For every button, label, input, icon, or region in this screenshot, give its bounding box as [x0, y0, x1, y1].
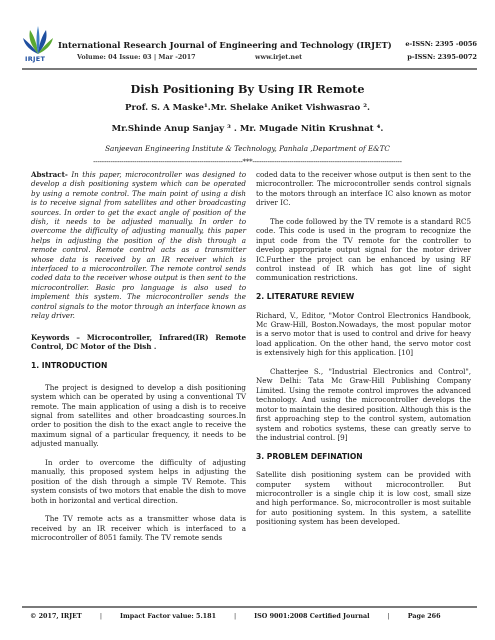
footer-separator: | — [387, 612, 390, 620]
footer-impact-factor: Impact Factor value: 5.181 — [119, 612, 217, 620]
page-footer — [30, 612, 475, 620]
abstract-text: In this paper, microcontroller was designed to develop a dish positioning system which can be operated by using a remote control. The main point of using a dish is to receive signal from satellites and other broadcasting sources. In order to get the exact angle of position of the dish, it needs to be adjusted manually. In order to overcome the difficulty of adjusting manually, this paper helps in adjusting the position of the dish through a remote control. Remote control acts as a transmitter whose data is received by an IR receiver which is interfaced to a microcontroller. The remote control sends coded data to the receiver whose output is then sent to the microcontroller. Basic pro language is also used to implement this system. The microcontroller sends the control signals to the motor through an interface known as relay driver. — [31, 170, 246, 321]
footer-copyright: © 2017, IRJET — [30, 612, 82, 620]
section-heading-introduction: 1. INTRODUCTION — [31, 361, 108, 371]
leaf-icon — [22, 26, 54, 56]
irjet-logo — [22, 26, 54, 66]
footer-page-number: Page 266 — [407, 612, 441, 620]
footer-iso: ISO 9001:2008 Certified Journal — [254, 612, 370, 620]
header-divider — [22, 68, 477, 70]
intro-continued-paragraph: coded data to the receiver whose output is then sent to the microcontroller. The microcontroller sends control signals to the motors through an interface IC also known as motor driver IC. — [256, 170, 471, 208]
left-column — [31, 170, 246, 552]
intro-paragraph-3: The TV remote acts as a transmitter whose data is received by an IR receiver which is interfaced to a microcontroller of 8051 family. The TV remote sends — [31, 514, 246, 543]
p-issn: p-ISSN: 2395-0072 — [407, 53, 477, 61]
footer-separator: | — [234, 612, 237, 620]
literature-paragraph-2: Chatterjee S., "Industrial Electronics and Control", New Delhi: Tata Mc Graw-Hill Publishing Company Limited. Using the remote control improves the advanced technology. And using the microcontroller develops the motor to maintain the desired position. Although this is the first approaching step to the control system, automation system and robotics systems, these can greatly serve to the industrial control. [9] — [256, 367, 471, 442]
abstract — [31, 170, 246, 321]
right-column — [256, 170, 471, 536]
authors-line-1: Prof. S. A Maske¹.Mr. Shelake Aniket Vishwasrao ². — [125, 103, 370, 113]
section-heading-problem-definition: 3. PROBLEM DEFINATION — [256, 451, 363, 461]
paper-title: Dish Positioning By Using IR Remote — [130, 82, 365, 96]
keywords: Keywords – Microcontroller, Infrared(IR) Remote Control, DC Motor of the Dish . — [31, 332, 246, 351]
logo-text: IRJET — [25, 55, 46, 63]
separator-line: ---------------------------------------------------------------------***--------------------------------------------------------------------- — [93, 158, 402, 166]
intro-paragraph-1: The project is designed to develop a dish positioning system which can be operated by using a conventional TV remote. The main application of using a dish is to receive signal from satellites and other broadcasting sources.In order to position the dish to the exact angle to receive the maximum signal of a particular frequency, it needs to be adjusted manually. — [31, 382, 246, 449]
abstract-label: Abstract- — [31, 170, 68, 179]
journal-name: International Research Journal of Engineering and Technology (IRJET) — [58, 40, 392, 50]
problem-paragraph-1: Satellite dish positioning system can be provided with computer system without microcontroller. But microcontroller is a single chip it is low cost, small size and high performance. So, microcontroller is most suitable for auto positioning system. In this system, a satellite positioning system has been developed. — [256, 470, 471, 527]
journal-header — [22, 26, 477, 70]
rc5-paragraph: The code followed by the TV remote is a standard RC5 code. This code is used in the program to recognize the input code from the TV remote for the controller to develop appropriate output signal for the motor driver IC.Further the project can be enhanced by using RF control instead of IR which has got line of sight communication restrictions. — [256, 217, 471, 283]
section-heading-literature-review: 2. LITERATURE REVIEW — [256, 292, 355, 302]
intro-paragraph-2: In order to overcome the difficulty of adjusting manually, this proposed system helps in adjusting the position of the dish through a simple TV Remote. This system consists of two motors that enable the dish to move both in horizontal and vertical direction. — [31, 457, 246, 505]
volume-issue: Volume: 04 Issue: 03 | Mar -2017 — [77, 53, 196, 61]
literature-paragraph-1: Richard, V., Editor, "Motor Control Electronics Handbook, Mc Graw-Hill, Boston.Nowadays, the most popular motor is a servo motor that is used to control and drive for heavy load application. On the other hand, the servo motor cost is extensively high for this application. [10] — [256, 310, 471, 358]
footer-divider — [22, 606, 477, 608]
e-issn: e-ISSN: 2395 -0056 — [405, 40, 477, 48]
journal-website[interactable]: www.irjet.net — [255, 53, 303, 61]
authors-line-2: Mr.Shinde Anup Sanjay ³ . Mr. Mugade Nitin Krushnat ⁴. — [111, 124, 384, 134]
affiliation: Sanjeevan Engineering Institute & Technology, Panhala ,Department of E&TC — [105, 144, 390, 153]
footer-separator: | — [99, 612, 102, 620]
